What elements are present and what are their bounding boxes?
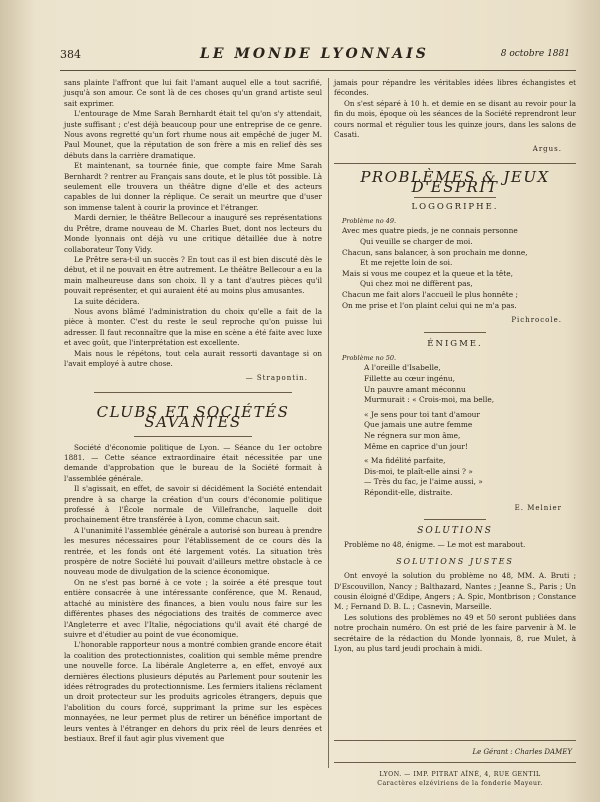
paragraph: jamais pour répandre les véritables idées libres échangistes et fécondes. bbox=[334, 78, 576, 98]
solutions-justes-title: SOLUTIONS JUSTES bbox=[396, 556, 514, 566]
signature: Pichrocole. bbox=[511, 316, 562, 325]
section-rule bbox=[334, 740, 576, 741]
verse-line: « Ma fidélité parfaite, bbox=[364, 456, 446, 466]
problems-heading: PROBLÈMES & JEUX D'ESPRIT bbox=[360, 167, 550, 197]
verse-line: Qui veuille se charger de moi. bbox=[360, 237, 473, 247]
section-rule bbox=[414, 197, 496, 198]
issue-date: 8 octobre 1881 bbox=[500, 49, 570, 59]
paragraph: On s'est séparé à 10 h. et demie en se disant au revoir pour la fin du mois, époque où les séances de la Société reprendront leur cours normal et régulier tous les quinze jours, dans les salons de Casati. bbox=[334, 98, 576, 140]
page-header bbox=[60, 46, 580, 66]
header-rule bbox=[60, 70, 576, 71]
section-rule bbox=[134, 436, 252, 437]
page-number: 384 bbox=[60, 48, 81, 61]
verse-line: A l'oreille d'Isabelle, bbox=[364, 363, 441, 373]
paragraph: La suite décidera. bbox=[74, 296, 140, 306]
gerant-line: Le Gérant : Charles DAMEY bbox=[472, 748, 572, 756]
verse-line: Chacun me fait alors l'accueil le plus honnête ; bbox=[342, 290, 518, 300]
logogriphe-verse bbox=[334, 226, 576, 311]
solutions-title: SOLUTIONS bbox=[417, 525, 493, 536]
section-rule bbox=[94, 392, 292, 393]
verse-line: Fillette au cœur ingénu, bbox=[364, 374, 455, 384]
column-divider bbox=[328, 78, 329, 768]
problem-number: Problème no 50. bbox=[342, 354, 397, 363]
verse-line: Que jamais une autre femme bbox=[364, 420, 473, 430]
imprint-line: Caractères elzéviriens de la fonderie Mayeur. bbox=[377, 780, 543, 787]
verse-line: On me prise et l'on plaint celui qui ne m'a pas. bbox=[342, 300, 517, 310]
paragraph: Le Prêtre sera-t-il un succès ? En tout cas il est bien discuté dès le début, et il ne pouvait en être autrement. Le théâtre Bellecour a eu la main malheureuse dans son choix. Il y a tant d'autres pièces qu'il pouvait représenter, et qui auraient été au moins plus amusantes. bbox=[64, 254, 322, 296]
paragraph: Les solutions des problèmes no 49 et 50 seront publiées dans notre prochain numéro. On est prié de les faire parvenir à M. le secrétaire de la rédaction du Monde lyonnais, 8, rue Mulet, à Lyon, au plus tard jeudi prochain à midi. bbox=[334, 612, 576, 654]
verse-line: Chacun, sans balancer, à son prochain me donne, bbox=[342, 247, 528, 257]
section-rule bbox=[424, 332, 486, 333]
verse-line: Mais si vous me coupez et la queue et la tête, bbox=[342, 268, 513, 278]
verse-line: Murmurait : « Crois-moi, ma belle, bbox=[364, 395, 495, 405]
verse-line: Et me rejette loin de soi. bbox=[360, 258, 453, 268]
logogriphe-title: LOGOGRIPHE. bbox=[411, 201, 499, 212]
verse-line: Avec mes quatre pieds, je ne connais personne bbox=[342, 226, 518, 236]
imprint-line: LYON. — IMP. PITRAT AÎNÉ, 4, RUE GENTIL bbox=[379, 771, 541, 778]
verse-line: Un pauvre amant méconnu bbox=[364, 384, 466, 394]
paragraph: Mais nous le répétons, tout cela aurait ressorti davantage si on l'avait employé à autre chose. bbox=[64, 348, 322, 368]
section-rule bbox=[334, 163, 576, 164]
section-rule bbox=[424, 519, 486, 520]
verse-line: Dis-moi, te plaît-elle ainsi ? » bbox=[364, 466, 473, 476]
verse-line: « Je sens pour toi tant d'amour bbox=[364, 409, 480, 419]
signature: E. Melnier bbox=[514, 503, 562, 512]
enigme-verse bbox=[334, 363, 576, 498]
verse-line: — Très du fac, je l'aime aussi, » bbox=[364, 477, 483, 487]
verse-line: Répondit-elle, distraite. bbox=[364, 487, 453, 497]
paragraph: Mardi dernier, le théâtre Bellecour a inauguré ses représentations du Prêtre, drame nouveau de M. Charles Buet, dont nos lecteurs du Monde lyonnais ont déjà vu une critique détaillée due à notre collaborateur Tony Vidy. bbox=[64, 213, 322, 254]
paragraph: L'entourage de Mme Sarah Bernhardt était tel qu'on s'y attendait, juste suffisant ; c'est déjà beaucoup pour une entreprise de ce genre. Nous avons regretté qu'un fort rhume nous ait empêché de juger M. Paul Mounet, que la réputation de son frère a mis en relief dès ses débuts dans la carrière dramatique. bbox=[64, 109, 322, 160]
left-column bbox=[64, 78, 322, 744]
section-rule bbox=[334, 762, 576, 763]
paragraph: Ont envoyé la solution du problème no 48, MM. A. Bruti ; D'Escouvillon, Nancy ; Balthazard, Nantes ; Jeanne S., Paris ; Un cousin éloigné d'Œdipe, Angers ; A. Spic, Montbrison ; Constance M. ; Fernand D. B. L. ; Casnevin, Marseille. bbox=[334, 571, 576, 612]
verse-line: Ne régnera sur mon âme, bbox=[364, 431, 461, 440]
enigme-title: ÉNIGME. bbox=[427, 338, 483, 349]
paragraph: Société d'économie politique de Lyon. — Séance du 1er octobre 1881. — Cette séance extraordinaire était nécessitée par une demande d'approbation que le bureau de la Société formait à l'assemblée générale. bbox=[64, 442, 322, 483]
paragraph: Nous avons blâmé l'administration du choix qu'elle a fait de la pièce à monter. C'est du reste le seul reproche qu'on puisse lui adresser. Il faut reconnaître que la mise en scène a été faite avec luxe et avec goût, que l'interprétation est excellente. bbox=[64, 306, 322, 348]
verse-line: Qui chez moi ne diffèrent pas, bbox=[360, 279, 473, 289]
paragraph: On ne s'est pas borné à ce vote ; la soirée a été presque tout entière consacrée à une intéressante conférence, que M. Renaud, attaché au ministère des finances, a bien voulu nous faire sur les différentes phases des négociations des traités de commerce avec l'Angleterre et avec l'Italie, négociations qu'il avait été chargé de suivre et d'étudier au point de vue économique. bbox=[64, 577, 322, 639]
paragraph: Et maintenant, sa tournée finie, que compte faire Mme Sarah Bernhardt ? rentrer au Français sans doute, et le plus tôt possible. Là seulement elle trouvera un théâtre digne d'elle et des acteurs capables de lui donner la réplique. Ce serait un meurtre que d'user son immense talent à courir la province et l'étranger. bbox=[64, 161, 322, 212]
paragraph: L'honorable rapporteur nous a montré combien grande encore était la coalition des protectionnistes, coalition qui semble même prendre une nouvelle force. La libérale Angleterre a, en effet, envoyé aux dernières élections plusieurs députés au Parlement pour soutenir les idées rétrogrades du protectionnisme. Les fermiers italiens réclament un droit protecteur sur les produits agricoles étrangers, depuis que l'abolition du cours forcé, supprimant la prime sur les espèces monnayées, ne leur permet plus de retirer un bénéfice important de leurs ventes à l'étranger en dehors du prix réel de leurs denrées et bestiaux. Bref il faut agir plus vivement que bbox=[64, 640, 322, 743]
verse-line: Même en caprice d'un jour! bbox=[364, 441, 468, 451]
paragraph: A l'unanimité l'assemblée générale a autorisé son bureau à prendre les mesures nécessaires pour l'établissement de ce cours dès la rentrée, et les fonds ont été largement votés. La situation très prospère de notre Société lui pouvait d'ailleurs mettre obstacle à ce nouveau mode de divulgation de la science économique. bbox=[64, 525, 322, 577]
masthead-title: LE MONDE LYONNAIS bbox=[200, 46, 429, 62]
right-column bbox=[334, 78, 576, 654]
signature: — Strapontin. bbox=[245, 374, 308, 383]
signature: Argus. bbox=[532, 145, 562, 154]
paragraph: sans plainte l'affront que lui fait l'amant auquel elle a tout sacrifié, jusqu'à son amour. Ce sont là de ces choses qu'un grand artiste seul sait exprimer. bbox=[64, 78, 322, 108]
clubs-heading: CLUBS ET SOCIÉTÉS SAVANTES bbox=[96, 402, 290, 432]
problem-number: Problème no 49. bbox=[342, 217, 397, 226]
paragraph: Problème no 48, énigme. — Le mot est marabout. bbox=[344, 540, 526, 550]
paragraph: Il s'agissait, en effet, de savoir si décidément la Société entendait prendre à sa charge la création d'un cours d'économie politique professé à l'École normale de Villefranche, laquelle doit prochainement être transférée à Lyon, comme chacun sait. bbox=[64, 484, 322, 525]
printer-imprint bbox=[360, 770, 560, 788]
